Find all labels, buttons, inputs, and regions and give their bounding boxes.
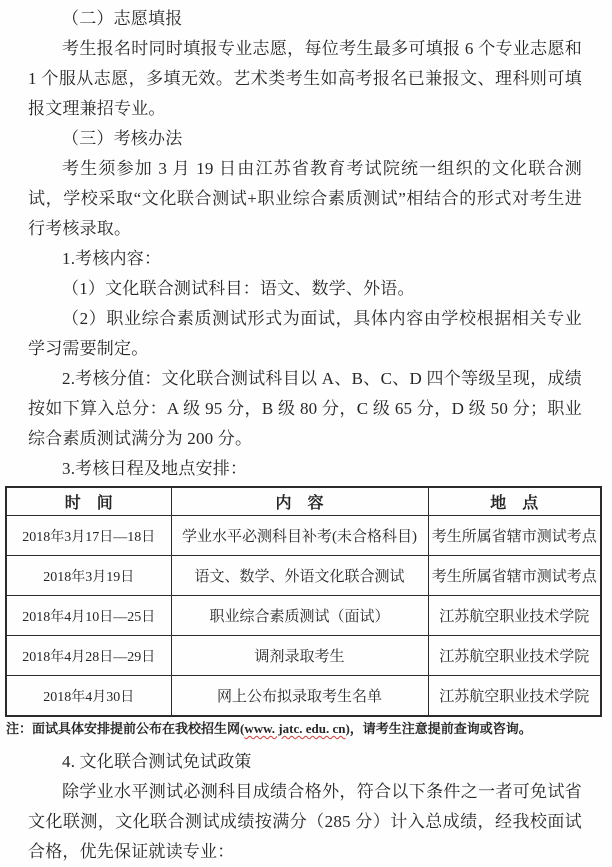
header-cell-content: 内 容 [171, 487, 428, 516]
table-cell: 考生所属省辖市测试考点 [428, 516, 601, 556]
table-cell: 2018年4月30日 [6, 676, 171, 717]
note-url: www. jatc. edu. cn [244, 721, 346, 736]
list-item-exemption-heading: 4. 文化联合测试免试政策 [62, 752, 252, 771]
list-item-culture-subjects: （1）文化联合测试科目：语文、数学、外语。 [62, 279, 415, 298]
table-cell: 调剂录取考生 [171, 636, 428, 676]
note-line [6, 720, 582, 738]
schedule-table [5, 486, 602, 717]
table-cell: 江苏航空职业技术学院 [428, 596, 601, 636]
schedule-table-body [6, 516, 601, 717]
table-cell: 江苏航空职业技术学院 [428, 676, 601, 717]
paragraph-assessment: 考生须参加 3 月 19 日由江苏省教育考试院统一组织的文化联合测试，学校采取“文化联合测试+职业综合素质测试”相结合的形式对考生进行考核录取。 [28, 159, 582, 238]
header-cell-location: 地 点 [428, 487, 601, 516]
table-cell: 网上公布拟录取考生名单 [171, 676, 428, 717]
table-cell: 2018年3月17日—18日 [6, 516, 171, 556]
paragraph-exemption: 除学业水平测试必测科目成绩合格外，符合以下条件之一者可免试省文化联测，文化联合测试成绩按满分（285 分）计入总成绩，经我校面试合格，优先保证就读专业： [28, 782, 582, 861]
table-row [6, 556, 601, 596]
paragraph-volunteer: 考生报名时同时填报专业志愿，每位考生最多可填报 6 个专业志愿和 1 个服从志愿，多填无效。艺术类考生如高考报名已兼报文、理科则可填报文理兼招专业。 [28, 39, 582, 118]
table-cell: 语文、数学、外语文化联合测试 [171, 556, 428, 596]
table-header-row [6, 487, 601, 516]
table-row [6, 596, 601, 636]
header-cell-time: 时 间 [6, 487, 171, 516]
list-item-schedule: 3.考核日程及地点安排： [62, 459, 248, 478]
table-row [6, 636, 601, 676]
table-row [6, 516, 601, 556]
table-row [6, 676, 601, 717]
table-cell: 2018年4月28日—29日 [6, 636, 171, 676]
list-item-assessment-content: 1.考核内容： [62, 249, 162, 268]
list-item-quality-test: （2）职业综合素质测试形式为面试，具体内容由学校根据相关专业学习需要制定。 [28, 309, 582, 358]
table-cell: 江苏航空职业技术学院 [428, 636, 601, 676]
table-cell: 2018年4月10日—25日 [6, 596, 171, 636]
section-heading-assessment: （三）考核办法 [62, 129, 183, 148]
list-item-score-values: 2.考核分值：文化联合测试科目以 A、B、C、D 四个等级呈现，成绩按如下算入总分：A 级 95 分，B 级 80 分，C 级 65 分，D 级 50 分；职业综合素质测试满分为 200 分。 [28, 369, 582, 448]
note-text-prefix: 注：面试具体安排提前公布在我校招生网( [6, 721, 245, 736]
table-cell: 职业综合素质测试（面试） [171, 596, 428, 636]
table-cell: 2018年3月19日 [6, 556, 171, 596]
note-text-suffix: )，请考生注意提前查询或咨询。 [345, 721, 532, 736]
section-heading-volunteer: （二）志愿填报 [62, 9, 183, 28]
table-cell: 学业水平必测科目补考(未合格科目) [171, 516, 428, 556]
table-cell: 考生所属省辖市测试考点 [428, 556, 601, 596]
